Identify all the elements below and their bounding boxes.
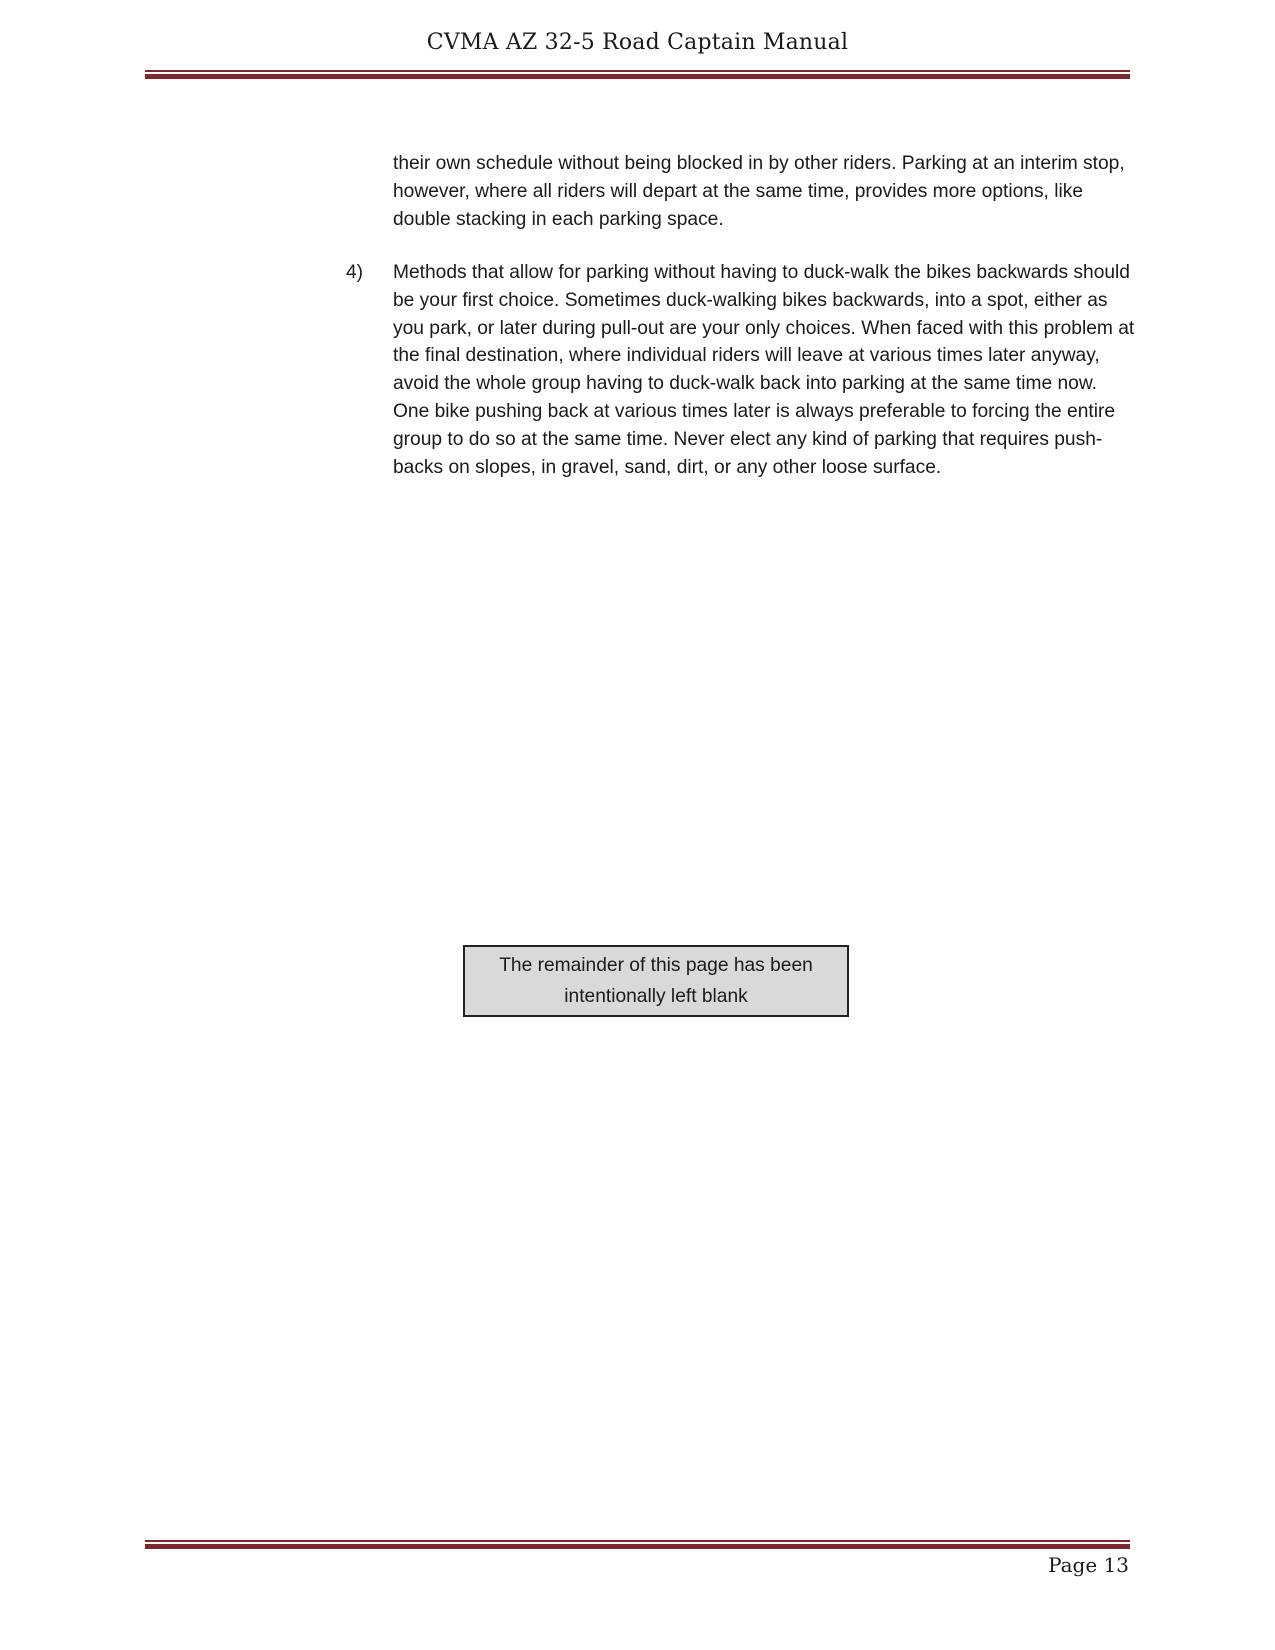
list-item-text: Methods that allow for parking without having to duck-walk the bikes backwards should be your first choice. Sometimes duck-walking bikes backwards, into a spot, either as you park, or later during pull-out are your only choices. When faced with this problem at the final destination, where individual riders will leave at various times later anyway, avoid the whole group having to duck-walk back into parking at the same time now. One bike pushing back at various times later is always preferable to forcing the entire group to do so at the same time. Never elect any kind of parking that requires push-backs on slopes, in gravel, sand, dirt, or any other loose surface. xyxy=(393,262,1135,478)
intentionally-blank-notice-text: The remainder of this page has been intentionally left blank xyxy=(499,955,813,1007)
continuation-paragraph: their own schedule without being blocked in by other riders. Parking at an interim stop, however, where all riders will depart at the same time, provides more options, like double stacking in each parking space. xyxy=(393,153,1125,230)
header-divider xyxy=(145,70,1130,79)
intentionally-blank-notice xyxy=(463,945,849,1017)
footer-divider xyxy=(145,1540,1130,1549)
page-number: Page 13 xyxy=(1048,1553,1129,1577)
list-item-number: 4) xyxy=(346,262,364,283)
document-header-title: CVMA AZ 32-5 Road Captain Manual xyxy=(426,30,849,55)
